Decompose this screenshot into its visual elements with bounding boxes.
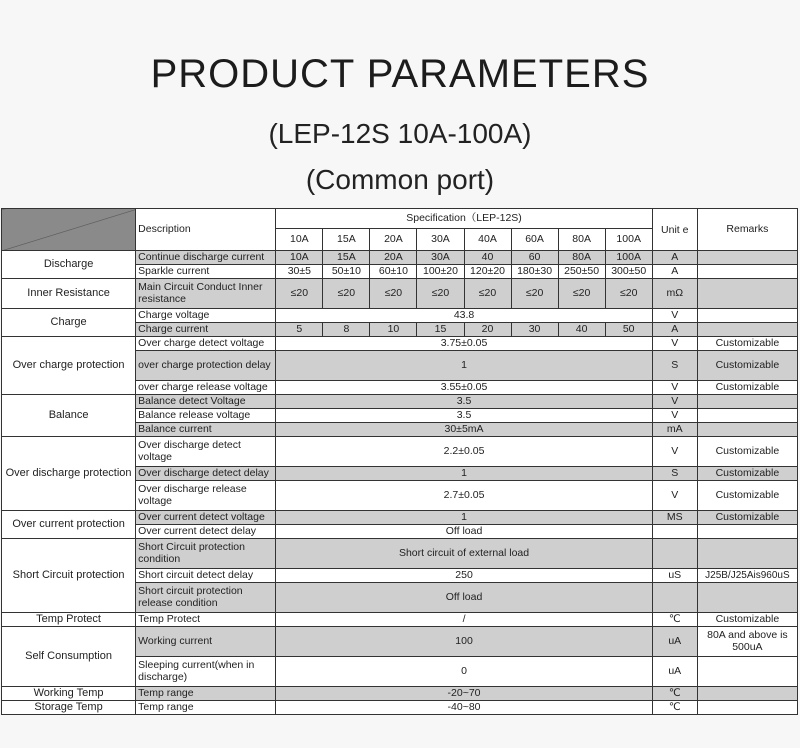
row-description: Short Circuit protection condition (136, 539, 276, 569)
unit-cell (652, 539, 697, 569)
group-working-temp: Working Temp (2, 687, 136, 701)
value-cell: 100±20 (417, 265, 464, 279)
remark-cell: Customizable (697, 467, 797, 481)
value-cell: 10 (370, 323, 417, 337)
value-cell: ≤20 (276, 279, 323, 309)
value-cell: 80A (558, 251, 605, 265)
remark-cell (697, 701, 797, 715)
unit-cell: V (652, 395, 697, 409)
unit-cell: ℃ (652, 613, 697, 627)
value-cell: 250±50 (558, 265, 605, 279)
value-cell: ≤20 (605, 279, 652, 309)
value-cell: -20~70 (276, 687, 652, 701)
value-cell: Off load (276, 525, 652, 539)
value-cell: 30 (511, 323, 558, 337)
value-cell: 10A (276, 251, 323, 265)
unit-cell: MS (652, 511, 697, 525)
unit-cell: A (652, 251, 697, 265)
value-cell: 30±5mA (276, 423, 652, 437)
model-header: 10A (276, 229, 323, 251)
row-description: over charge protection delay (136, 351, 276, 381)
remark-cell: 80A and above is 500uA (697, 627, 797, 657)
remark-cell (697, 539, 797, 569)
row-description: Over discharge detect voltage (136, 437, 276, 467)
group-over-charge-protection: Over charge protection (2, 337, 136, 395)
row-description: Over discharge release voltage (136, 481, 276, 511)
header-specification: Specification（LEP-12S) (276, 209, 652, 229)
unit-cell: V (652, 309, 697, 323)
row-description: Working current (136, 627, 276, 657)
value-cell: 1 (276, 467, 652, 481)
unit-cell (652, 525, 697, 539)
remark-cell (697, 251, 797, 265)
value-cell: 1 (276, 351, 652, 381)
value-cell: 3.55±0.05 (276, 381, 652, 395)
header-corner-cell (2, 209, 136, 251)
remark-cell: Customizable (697, 511, 797, 525)
unit-cell: V (652, 437, 697, 467)
value-cell: 180±30 (511, 265, 558, 279)
row-description: Temp Protect (136, 613, 276, 627)
value-cell: 250 (276, 569, 652, 583)
value-cell: 3.5 (276, 409, 652, 423)
port-subtitle: (Common port) (305, 164, 495, 195)
group-over-discharge-protection: Over discharge protection (2, 437, 136, 511)
value-cell: 50±10 (323, 265, 370, 279)
group-discharge: Discharge (2, 251, 136, 279)
remark-cell (697, 687, 797, 701)
row-description: Balance release voltage (136, 409, 276, 423)
remark-cell (697, 323, 797, 337)
unit-cell: A (652, 265, 697, 279)
remark-cell (697, 409, 797, 423)
group-charge: Charge (2, 309, 136, 337)
value-cell: 3.75±0.05 (276, 337, 652, 351)
unit-cell: S (652, 351, 697, 381)
remark-cell: Customizable (697, 381, 797, 395)
remark-cell (697, 657, 797, 687)
remark-cell (697, 265, 797, 279)
unit-cell: uA (652, 627, 697, 657)
row-description: Sparkle current (136, 265, 276, 279)
value-cell: Short circuit of external load (276, 539, 652, 569)
unit-cell: uS (652, 569, 697, 583)
value-cell: Off load (276, 583, 652, 613)
model-header: 80A (558, 229, 605, 251)
value-cell: 30A (417, 251, 464, 265)
value-cell: 15 (417, 323, 464, 337)
value-cell: 60±10 (370, 265, 417, 279)
value-cell: 100 (276, 627, 652, 657)
model-subtitle: (LEP-12S 10A-100A) (268, 118, 532, 149)
value-cell: 120±20 (464, 265, 511, 279)
model-header: 60A (511, 229, 558, 251)
value-cell: 5 (276, 323, 323, 337)
remark-cell (697, 309, 797, 323)
unit-cell: mA (652, 423, 697, 437)
value-cell: / (276, 613, 652, 627)
group-short-circuit-protection: Short Circuit protection (2, 539, 136, 613)
row-description: Sleeping current(when in discharge) (136, 657, 276, 687)
group-inner-resistance: Inner Resistance (2, 279, 136, 309)
header-remarks: Remarks (697, 209, 797, 251)
row-description: Balance detect Voltage (136, 395, 276, 409)
header-description: Description (136, 209, 276, 251)
remark-cell (697, 583, 797, 613)
row-description: Temp range (136, 701, 276, 715)
group-storage-temp: Storage Temp (2, 701, 136, 715)
group-temp-protect: Temp Protect (2, 613, 136, 627)
row-description: Over current detect delay (136, 525, 276, 539)
value-cell: 40 (464, 251, 511, 265)
model-header: 40A (464, 229, 511, 251)
value-cell: -40~80 (276, 701, 652, 715)
unit-cell: ℃ (652, 687, 697, 701)
value-cell: 1 (276, 511, 652, 525)
row-description: Short circuit protection release condition (136, 583, 276, 613)
unit-cell: V (652, 409, 697, 423)
remark-cell (697, 525, 797, 539)
unit-cell: S (652, 467, 697, 481)
unit-cell: ℃ (652, 701, 697, 715)
row-description: Continue discharge current (136, 251, 276, 265)
value-cell: ≤20 (417, 279, 464, 309)
group-balance: Balance (2, 395, 136, 437)
unit-cell (652, 583, 697, 613)
row-description: Over discharge detect delay (136, 467, 276, 481)
value-cell: 43.8 (276, 309, 652, 323)
page-title: PRODUCT PARAMETERS (150, 52, 650, 96)
remark-cell (697, 395, 797, 409)
row-description: Charge current (136, 323, 276, 337)
value-cell: 40 (558, 323, 605, 337)
value-cell: 3.5 (276, 395, 652, 409)
value-cell: ≤20 (370, 279, 417, 309)
row-description: Over current detect voltage (136, 511, 276, 525)
value-cell: 60 (511, 251, 558, 265)
value-cell: 0 (276, 657, 652, 687)
value-cell: 2.7±0.05 (276, 481, 652, 511)
remark-cell: J25B/J25Ais960uS (697, 569, 797, 583)
unit-cell: V (652, 337, 697, 351)
row-description: Short circuit detect delay (136, 569, 276, 583)
remark-cell: Customizable (697, 613, 797, 627)
model-header: 30A (417, 229, 464, 251)
value-cell: 8 (323, 323, 370, 337)
value-cell: ≤20 (323, 279, 370, 309)
value-cell: 15A (323, 251, 370, 265)
row-description: Charge voltage (136, 309, 276, 323)
unit-cell: uA (652, 657, 697, 687)
remark-cell: Customizable (697, 481, 797, 511)
model-header: 20A (370, 229, 417, 251)
value-cell: 100A (605, 251, 652, 265)
row-description: over charge release voltage (136, 381, 276, 395)
remark-cell (697, 423, 797, 437)
unit-cell: A (652, 323, 697, 337)
value-cell: 50 (605, 323, 652, 337)
remark-cell: Customizable (697, 437, 797, 467)
model-header: 100A (605, 229, 652, 251)
model-header: 15A (323, 229, 370, 251)
unit-cell: V (652, 381, 697, 395)
group-over-current-protection: Over current protection (2, 511, 136, 539)
remark-cell (697, 279, 797, 309)
remark-cell: Customizable (697, 351, 797, 381)
value-cell: 300±50 (605, 265, 652, 279)
unit-cell: V (652, 481, 697, 511)
row-description: Balance current (136, 423, 276, 437)
value-cell: ≤20 (464, 279, 511, 309)
value-cell: 20 (464, 323, 511, 337)
row-description: Over charge detect voltage (136, 337, 276, 351)
value-cell: ≤20 (511, 279, 558, 309)
row-description: Temp range (136, 687, 276, 701)
value-cell: 30±5 (276, 265, 323, 279)
remark-cell: Customizable (697, 337, 797, 351)
group-self-consumption: Self Consumption (2, 627, 136, 687)
header-unit: Unit e (652, 209, 697, 251)
value-cell: ≤20 (558, 279, 605, 309)
value-cell: 2.2±0.05 (276, 437, 652, 467)
row-description: Main Circuit Conduct Inner resistance (136, 279, 276, 309)
unit-cell: mΩ (652, 279, 697, 309)
parameters-table (1, 208, 798, 715)
value-cell: 20A (370, 251, 417, 265)
